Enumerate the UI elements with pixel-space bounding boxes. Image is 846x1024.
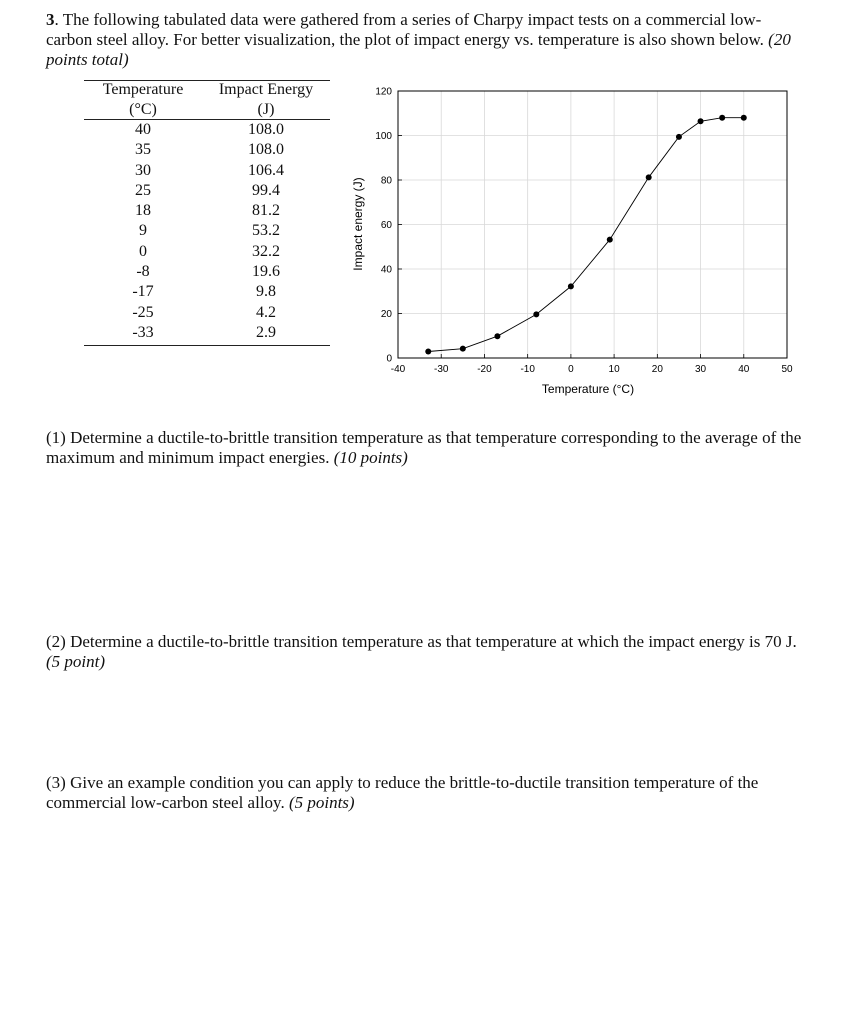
question-2	[46, 632, 806, 672]
table-top-rule	[84, 80, 330, 81]
table-row	[84, 221, 330, 241]
temperature-cell: 35	[135, 141, 151, 159]
energy-cell: 99.4	[252, 181, 280, 199]
table-row	[84, 303, 330, 323]
table-row	[84, 181, 330, 201]
chart-grid	[398, 91, 787, 358]
energy-cell: 19.6	[252, 263, 280, 281]
impact-energy-chart	[340, 82, 793, 407]
temperature-cell: 18	[135, 202, 151, 220]
question-2-text: (2) Determine a ductile-to-brittle transition temperature as that temperature at which the impact energy is 70 J.	[46, 632, 797, 651]
table-row	[84, 282, 330, 302]
series-line	[428, 118, 744, 352]
question-2-points: (5 point)	[46, 652, 106, 671]
x-tick-label: -10	[520, 364, 535, 375]
energy-cell: 53.2	[252, 222, 280, 240]
x-axis-label: Temperature (°C)	[541, 382, 635, 396]
energy-cell: 81.2	[252, 202, 280, 220]
x-tick-label: -40	[390, 364, 406, 375]
y-tick-label: 80	[380, 175, 392, 187]
energy-cell: 2.9	[256, 323, 276, 341]
chart-svg	[340, 82, 793, 402]
x-tick-label: 0	[568, 364, 574, 375]
header-temperature-unit: (°C)	[129, 101, 157, 118]
table-units-row	[84, 100, 330, 120]
temperature-cell: -33	[132, 323, 154, 341]
y-tick-label: 60	[380, 220, 392, 231]
table-body	[84, 120, 330, 343]
y-axis-label: Impact energy (J)	[351, 177, 365, 271]
table-bottom-rule	[84, 345, 330, 346]
temperature-cell: -17	[132, 283, 154, 301]
question-3-text: (3) Give an example condition you can apply to reduce the brittle-to-ductile transition temperature of the commercial low-carbon steel alloy.	[46, 773, 759, 812]
temperature-cell: -8	[136, 263, 150, 281]
data-point	[719, 115, 725, 121]
problem-text: . The following tabulated data were gathered from a series of Charpy impact tests on a commercial low-carbon steel alloy. For better visualization, the plot of impact energy vs. temperature is also shown below.	[46, 10, 769, 49]
question-1-text: (1) Determine a ductile-to-brittle transition temperature as that temperature corresponding to the average of the maximum and minimum impact energies.	[46, 428, 802, 467]
header-energy-unit: (J)	[257, 101, 275, 118]
question-3	[46, 773, 806, 813]
energy-cell: 106.4	[248, 161, 284, 179]
header-impact-energy: Impact Energy	[218, 81, 314, 98]
x-tick-label: -30	[433, 364, 449, 375]
y-tick-label: 20	[380, 309, 392, 320]
energy-cell: 108.0	[248, 141, 284, 159]
y-tick-label: 40	[380, 264, 392, 276]
x-tick-label: 10	[608, 364, 620, 375]
data-point	[646, 174, 652, 180]
x-tick-label: -20	[477, 364, 492, 375]
data-point	[568, 283, 574, 289]
data-point	[494, 333, 500, 339]
y-tick-label: 120	[375, 86, 392, 98]
table-header-row	[84, 80, 330, 100]
table-row	[84, 262, 330, 282]
temperature-cell: -25	[132, 303, 154, 321]
temperature-cell: 0	[139, 242, 147, 260]
x-axis-ticks	[391, 354, 793, 375]
table-row	[84, 140, 330, 160]
question-1-points: (10 points)	[333, 448, 408, 467]
header-temperature: Temperature	[102, 81, 184, 98]
data-point	[741, 115, 747, 121]
table-row	[84, 323, 330, 343]
energy-cell: 9.8	[256, 283, 276, 301]
y-tick-label: 100	[375, 131, 392, 142]
problem-number: 3	[46, 10, 55, 29]
x-tick-label: 50	[781, 364, 793, 375]
problem-points: (20 points total)	[46, 30, 791, 69]
x-tick-label: 20	[651, 364, 663, 375]
data-points	[425, 115, 747, 355]
energy-cell: 108.0	[248, 121, 284, 138]
energy-cell: 4.2	[256, 303, 276, 321]
table-row	[84, 242, 330, 262]
temperature-cell: 30	[135, 161, 151, 179]
data-point	[460, 346, 466, 352]
data-point	[533, 311, 539, 317]
energy-cell: 32.2	[252, 242, 280, 260]
problem-statement	[46, 10, 806, 70]
table-row	[84, 161, 330, 181]
data-point	[698, 118, 704, 124]
x-tick-label: 40	[738, 364, 750, 375]
question-1	[46, 428, 806, 468]
x-tick-label: 30	[694, 364, 707, 375]
temperature-cell: 40	[135, 121, 151, 138]
temperature-cell: 25	[135, 181, 151, 199]
data-point	[425, 349, 431, 355]
question-3-points: (5 points)	[288, 793, 355, 812]
table-row	[84, 120, 330, 140]
data-point	[676, 134, 682, 140]
data-table	[84, 80, 330, 346]
table-row	[84, 201, 330, 221]
data-point	[607, 237, 613, 243]
y-tick-label: 0	[386, 353, 392, 365]
temperature-cell: 9	[139, 222, 147, 240]
